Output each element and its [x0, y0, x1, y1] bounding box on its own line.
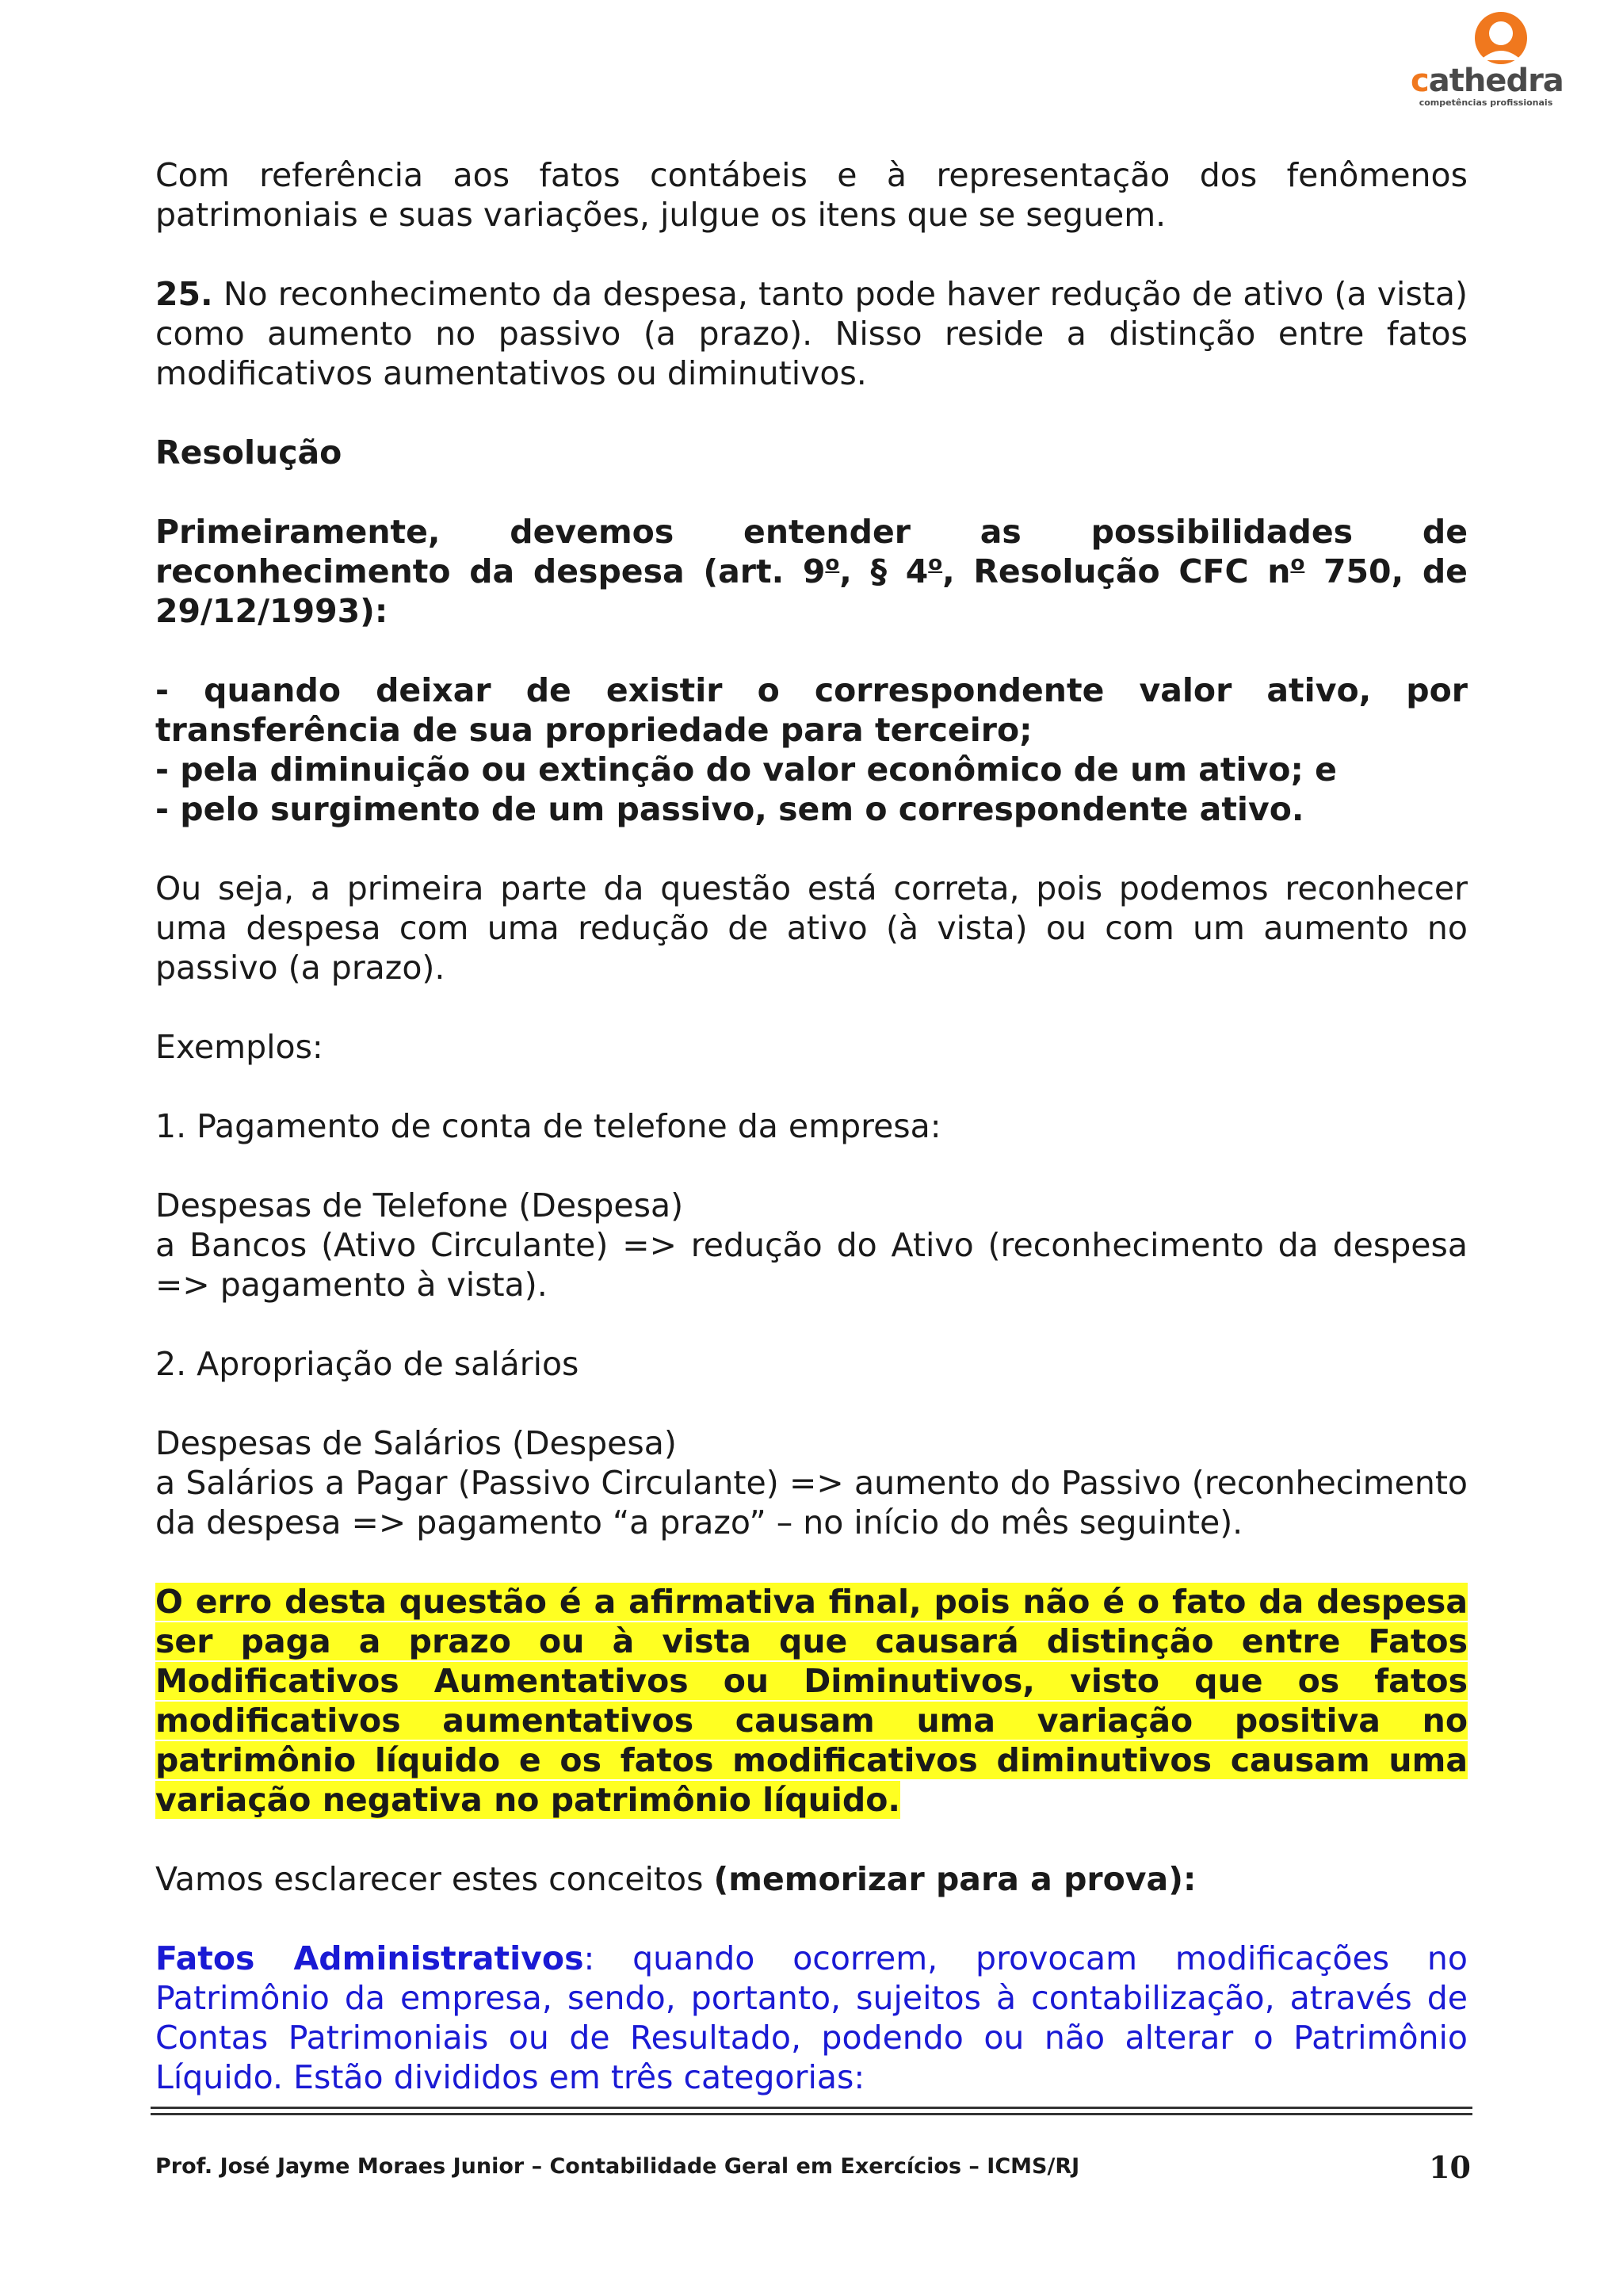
resolution-heading: Resolução — [155, 434, 342, 472]
resolution-intro-text: 750, de 29/12/1993): — [155, 552, 1468, 630]
example-2-entry — [155, 1423, 1468, 1542]
ordinal-mark: o — [928, 552, 943, 575]
possibility-item: - pelo surgimento de um passivo, sem o correspondente ativo. — [155, 790, 1304, 828]
example-2-debit: Despesas de Salários (Despesa) — [155, 1424, 677, 1462]
conclusion-paragraph: Ou seja, a primeira parte da questão está correta, pois podemos reconhecer uma despesa com uma redução de ativo (à vista) ou com um aumento no passivo (a prazo). — [155, 869, 1468, 987]
person-icon — [1411, 10, 1561, 68]
footer-divider — [151, 2107, 1472, 2109]
resolution-intro-text: Primeiramente, devemos entender as possibilidades de reconhecimento da despesa (art. 9 — [155, 513, 1468, 590]
logo-wordmark — [1411, 63, 1564, 99]
question-number: 25. — [155, 275, 213, 313]
possibility-item: - quando deixar de existir o correspondente valor ativo, por transferência de sua propriedade para terceiro; — [155, 671, 1468, 749]
intro-paragraph: Com referência aos fatos contábeis e à representação dos fenômenos patrimoniais e suas variações, julgue os itens que se seguem. — [155, 156, 1468, 234]
possibility-item: - pela diminuição ou extinção do valor econômico de um ativo; e — [155, 751, 1337, 789]
footer-divider — [151, 2113, 1472, 2115]
example-1-entry — [155, 1186, 1468, 1305]
footer-text: Prof. José Jayme Moraes Junior – Contabilidade Geral em Exercícios – ICMS/RJ — [155, 2154, 1080, 2179]
logo-initial: c — [1411, 63, 1429, 99]
admin-facts-paragraph — [155, 1939, 1468, 2097]
error-statement — [155, 1582, 1468, 1820]
logo-tagline: competências profissionais — [1419, 97, 1553, 108]
logo-brand: athedra — [1428, 63, 1564, 99]
example-1-debit: Despesas de Telefone (Despesa) — [155, 1186, 684, 1224]
example-2-title: 2. Apropriação de salários — [155, 1345, 579, 1383]
clarify-paragraph — [155, 1859, 1468, 1899]
example-1-title: 1. Pagamento de conta de telefone da empresa: — [155, 1107, 941, 1145]
resolution-intro — [155, 512, 1468, 631]
resolution-intro-text: , Resolução CFC n — [942, 552, 1291, 590]
clarify-text: Vamos esclarecer estes conceitos — [155, 1860, 714, 1898]
clarify-emphasis: (memorizar para a prova): — [713, 1860, 1197, 1898]
possibilities-list — [155, 670, 1468, 829]
admin-facts-term: Fatos Administrativos — [155, 1939, 584, 1977]
highlighted-text: O erro desta questão é a afirmativa final, pois não é o fato da despesa ser paga a prazo ou à vista que causará distinção entre Fatos Modificativos Aumentativos ou Diminutivos, visto que os fatos modificativos aumentativos causam uma variação positiva no patrimônio líquido e os fatos modificativos diminutivos causam uma variação negativa no patrimônio líquido. — [155, 1583, 1468, 1819]
example-2-credit: a Salários a Pagar (Passivo Circulante) => aumento do Passivo (reconhecimento da despesa => pagamento “a prazo” – no início do mês seguinte). — [155, 1464, 1468, 1541]
example-1-credit: a Bancos (Ativo Circulante) => redução do Ativo (reconhecimento da despesa => pagamento à vista). — [155, 1226, 1468, 1304]
document-body — [155, 155, 1468, 2097]
resolution-intro-text: , § 4 — [839, 552, 929, 590]
cathedra-logo — [1411, 10, 1564, 108]
admin-facts-definition: : quando ocorrem, provocam modificações no Patrimônio da empresa, sendo, portanto, sujeitos à contabilização, através de Contas Patrimoniais ou de Resultado, podendo ou não alterar o Patrimônio Líquido. Estão divididos em três categorias: — [155, 1939, 1468, 2096]
examples-heading: Exemplos: — [155, 1028, 323, 1066]
ordinal-mark: o — [825, 552, 840, 575]
question-text: No reconhecimento da despesa, tanto pode haver redução de ativo (a vista) como aumento no passivo (a prazo). Nisso reside a distinção entre fatos modificativos aumentativos ou diminutivos. — [155, 275, 1468, 392]
page-number: 10 — [1429, 2149, 1471, 2185]
question-25 — [155, 274, 1468, 393]
ordinal-mark: o — [1290, 552, 1305, 575]
